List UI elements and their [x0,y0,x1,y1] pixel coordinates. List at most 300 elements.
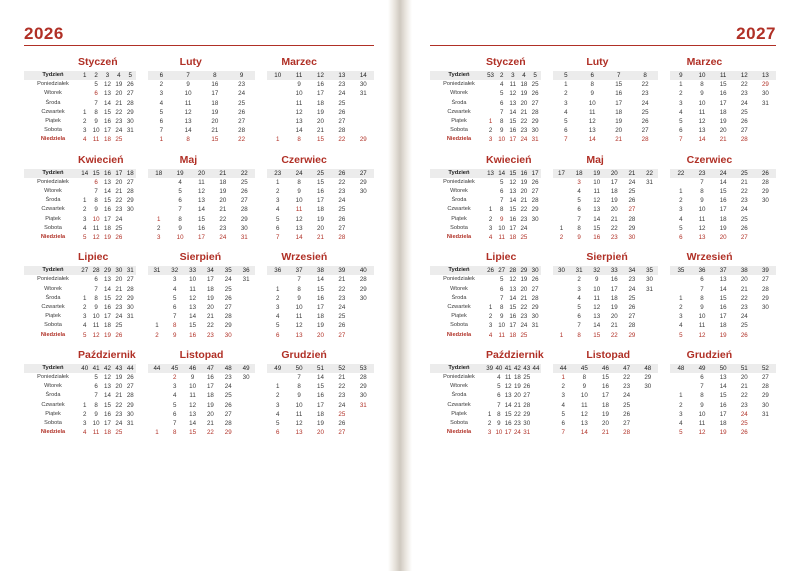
row-label-day: Niedziela [40,429,66,436]
day-cell [531,419,540,428]
day-cell: 19 [719,118,727,126]
day-row [548,224,659,233]
day-cell: 6 [499,188,504,196]
day-cell: 26 [740,429,748,437]
day-cell: 6 [94,90,98,98]
day-cell: 20 [206,410,214,418]
row-label-day: Sobota [44,322,62,329]
day-cell: 28 [238,127,246,135]
day-cell: 24 [338,197,346,205]
day-cell: 18 [520,81,528,89]
day-cell: 26 [115,331,123,339]
week-number: 45 [580,364,588,372]
month-block [430,169,541,243]
day-row [430,285,541,294]
day-row [262,312,374,321]
week-number: 45 [171,364,179,372]
day-row [24,419,136,428]
month-gap [658,364,665,438]
day-cell: 17 [719,99,727,107]
day-cell: 2 [679,304,683,312]
day-cell [485,401,494,410]
day-cell: 22 [610,331,618,339]
day-cell: 27 [623,420,631,428]
month-title: Sierpień [586,251,628,264]
day-cell: 29 [224,429,232,437]
day-cell: 16 [104,118,111,126]
week-number: 31 [126,267,134,275]
week-number: 52 [338,364,346,372]
title-spacer [430,56,482,68]
week-number: 10 [274,72,282,79]
day-cell: 6 [499,99,504,107]
day-cell: 1 [82,197,87,205]
day-cell: 13 [698,127,706,135]
day-cell: 25 [238,99,246,107]
day-cell: 3 [82,127,87,135]
day-cell [553,321,571,330]
day-cell [485,89,496,98]
day-cell [353,215,374,224]
day-cell: 31 [126,313,134,321]
day-cell: 1 [488,304,493,312]
day-cell: 31 [761,99,769,107]
day-cell: 8 [577,224,581,232]
day-row [24,205,136,214]
day-cell: 18 [719,420,727,428]
day-cell: 24 [628,178,636,186]
day-cell: 20 [115,178,123,186]
day-cell: 17 [602,392,609,400]
day-row [143,224,255,233]
row-label-day: Środa [45,294,61,301]
day-cell: 10 [593,178,601,186]
day-cell: 9 [499,215,504,223]
day-cell: 24 [513,429,521,437]
day-cell: 9 [297,294,301,302]
week-number: 11 [719,72,727,79]
day-cell: 6 [159,118,164,126]
day-row [143,233,255,242]
day-cell: 8 [577,331,581,339]
week-number: 46 [602,364,609,372]
month-title-row [24,56,374,68]
week-numbers-row [143,71,255,80]
day-cell [755,428,776,437]
month-table [430,364,541,438]
month-gap [272,251,279,263]
day-row [548,178,659,187]
month-block [24,169,136,243]
day-cell: 14 [104,188,111,196]
day-cell: 1 [155,429,159,437]
day-cell: 4 [577,294,581,302]
day-cell: 14 [184,127,192,135]
day-cell: 29 [628,224,636,232]
quarter-tables [430,266,776,340]
day-cell [641,321,659,330]
row-label-day: Czwartek [447,108,471,115]
day-cell: 6 [679,127,683,135]
week-number: 40 [359,267,367,275]
day-cell [641,224,659,233]
day-row [24,373,136,382]
day-cell: 9 [190,374,195,382]
day-row [143,410,255,419]
week-number: 44 [126,364,134,372]
day-row [548,187,659,196]
day-cell: 5 [94,81,98,89]
day-cell: 22 [238,136,246,144]
row-label-day: Czwartek [447,304,471,311]
day-cell: 7 [94,188,98,196]
day-cell [530,233,541,242]
day-cell: 23 [641,90,649,98]
day-cell: 23 [115,118,123,126]
day-row [430,294,541,303]
day-row [548,126,659,135]
week-number: 9 [239,72,244,79]
day-cell: 8 [173,429,177,437]
day-cell [125,428,136,437]
day-cell [670,178,691,187]
day-cell [148,187,169,196]
day-cell: 4 [178,178,182,186]
day-cell: 29 [628,331,636,339]
day-cell: 21 [610,322,618,330]
day-cell: 22 [115,294,123,302]
day-cell [125,233,136,242]
day-cell: 2 [487,420,492,428]
day-cell: 2 [577,276,581,284]
day-cell: 2 [155,331,159,339]
day-row [548,89,659,98]
day-cell: 14 [719,178,727,186]
day-cell [237,428,255,437]
day-row [262,89,374,98]
day-cell: 27 [240,197,248,205]
quarters-right [430,56,776,438]
day-cell: 19 [115,374,123,382]
day-cell: 5 [499,90,504,98]
day-cell: 6 [178,197,182,205]
week-number: 32 [171,267,179,275]
day-cell: 15 [104,401,111,409]
month-block [143,71,255,145]
page-right-2027 [400,0,800,571]
row-label-day: Sobota [450,420,468,427]
week-number: 22 [677,169,685,177]
week-number: 19 [176,169,184,177]
row-label-day: Środa [45,99,61,106]
day-cell: 12 [509,178,517,186]
day-cell: 21 [740,178,748,186]
day-cell: 12 [295,108,303,116]
day-cell: 30 [531,215,539,223]
day-cell: 23 [520,215,528,223]
week-numbers-row [665,71,776,80]
day-cell: 18 [719,108,727,116]
day-cell: 26 [338,108,346,116]
day-row [262,196,374,205]
day-cell: 30 [628,234,636,242]
day-cell: 10 [189,383,197,391]
day-cell: 26 [740,224,748,232]
week-numbers-row [430,71,541,80]
day-row [262,205,374,214]
month-block [143,169,255,243]
day-cell: 21 [206,420,214,428]
day-cell: 24 [520,136,528,144]
day-cell: 28 [740,136,748,144]
row-label-day: Środa [451,197,467,204]
week-number: 20 [198,169,205,177]
day-cell: 23 [338,188,346,196]
day-cell: 3 [679,206,683,214]
day-cell: 22 [206,322,214,330]
day-cell: 13 [593,313,601,321]
day-cell: 13 [698,234,706,242]
day-cell: 20 [520,99,528,107]
month-gap [136,364,143,438]
month-block [143,364,255,438]
day-cell: 8 [700,81,704,89]
day-cell: 6 [94,178,98,186]
day-cell: 9 [94,206,98,214]
day-row [262,391,374,400]
day-cell: 22 [520,206,528,214]
day-cell: 13 [189,304,197,312]
day-cell [485,373,494,382]
day-cell: 19 [719,224,727,232]
day-cell [485,99,496,108]
day-cell: 6 [275,429,280,437]
day-cell: 1 [275,285,280,293]
day-row [548,312,659,321]
week-number: 1 [82,72,87,79]
day-row [262,126,374,135]
day-cell: 8 [94,108,98,116]
day-row [24,233,136,242]
day-cell: 23 [338,81,346,89]
day-cell: 21 [211,127,219,135]
week-number: 32 [593,267,601,275]
day-cell: 24 [520,224,528,232]
row-label-week: Tydzień [42,364,64,371]
day-cell: 14 [295,234,303,242]
day-cell: 12 [698,331,706,339]
month-title: Lipiec [78,251,109,264]
month-table [665,364,776,438]
day-cell [353,428,374,437]
month-gap [136,266,143,340]
day-cell: 2 [275,392,280,400]
day-cell: 4 [497,374,501,382]
day-cell [267,373,288,382]
day-cell: 11 [184,99,192,107]
week-numbers-row [24,71,136,80]
row-label-day: Środa [451,294,467,301]
day-cell: 15 [189,429,197,437]
day-cell: 16 [602,383,609,391]
day-cell: 7 [700,285,704,293]
day-cell: 17 [317,90,324,98]
day-row [24,108,136,117]
day-row [262,233,374,242]
day-cell: 28 [359,374,367,382]
day-cell: 8 [178,215,182,223]
day-cell [531,401,540,410]
day-cell: 18 [104,429,111,437]
week-number: 49 [698,364,706,372]
week-number: 4 [117,72,121,79]
row-label-day: Niedziela [446,331,472,338]
week-number: 42 [104,364,111,372]
day-cell: 28 [623,429,631,437]
day-row [430,303,541,312]
day-cell: 7 [679,136,683,144]
month-gap [575,56,582,68]
day-cell: 22 [740,294,748,302]
day-cell [531,391,540,400]
quarter-tables [430,71,776,145]
day-cell: 19 [115,81,123,89]
day-cell: 1 [679,188,683,196]
row-label-day: Niedziela [446,234,472,241]
day-cell: 23 [740,401,748,409]
day-cell: 17 [317,401,324,409]
day-cell: 10 [184,90,192,98]
day-cell: 3 [561,392,565,400]
row-label-day: Piątek [451,410,467,417]
day-cell: 22 [520,118,528,126]
day-cell [125,331,136,340]
day-cell: 14 [509,294,517,302]
row-label-day: Poniedziałek [443,276,475,283]
day-cell: 18 [719,322,727,330]
day-cell: 3 [577,178,581,186]
day-cell: 7 [499,197,504,205]
day-cell: 18 [211,99,219,107]
day-cell: 27 [531,285,539,293]
month-block [143,266,255,340]
month-title: Czerwiec [686,153,733,166]
month-gap [255,71,262,145]
day-cell: 4 [488,234,493,242]
day-cell: 26 [623,410,631,418]
month-gap [136,71,143,145]
day-cell: 19 [602,410,609,418]
year-label: 2026 [24,24,64,43]
week-number: 23 [274,169,282,177]
day-cell: 5 [679,118,683,126]
day-cell: 18 [513,374,521,382]
day-cell: 12 [189,401,197,409]
day-cell: 5 [178,188,182,196]
row-label-day: Piątek [45,215,61,222]
day-cell: 23 [610,234,618,242]
week-number: 12 [740,72,748,79]
week-number: 22 [646,169,653,177]
day-cell: 5 [497,383,501,391]
day-cell: 24 [115,313,123,321]
day-row [143,117,255,126]
day-cell: 17 [104,313,111,321]
week-number: 41 [92,364,100,372]
day-cell: 17 [719,206,727,214]
day-cell: 5 [275,322,280,330]
day-cell: 7 [173,313,177,321]
day-cell: 24 [115,420,123,428]
day-cell: 1 [559,331,564,339]
week-number: 7 [186,72,190,79]
day-row [665,275,776,284]
day-cell: 4 [488,331,493,339]
week-number: 44 [153,364,161,372]
day-cell: 9 [499,313,504,321]
day-cell [79,285,90,294]
day-cell: 21 [115,392,123,400]
day-cell: 11 [509,81,517,89]
day-row [262,215,374,224]
day-cell: 27 [740,127,748,135]
day-cell: 7 [499,108,504,116]
month-title: Wrzesień [686,251,733,264]
day-cell: 16 [509,215,517,223]
day-cell: 14 [295,127,303,135]
week-numbers-row [262,364,374,373]
day-cell [485,80,496,89]
day-cell: 8 [94,197,98,205]
week-number: 26 [487,267,494,275]
day-cell: 23 [115,206,123,214]
day-cell: 18 [610,294,618,302]
day-cell [148,419,166,428]
day-cell: 10 [92,420,100,428]
day-cell [79,373,90,382]
day-row [430,224,541,233]
day-cell [148,294,166,303]
week-number: 30 [531,267,539,275]
month-gap [541,71,548,145]
day-cell: 4 [679,108,683,116]
day-cell: 16 [509,313,517,321]
day-cell: 12 [509,276,517,284]
day-cell: 13 [295,118,303,126]
day-cell: 27 [338,331,346,339]
month-table [143,169,255,243]
day-cell: 21 [520,197,528,205]
day-cell: 5 [499,178,504,186]
day-cell [79,89,90,98]
week-number: 18 [575,169,583,177]
day-row [548,117,659,126]
day-cell: 4 [577,188,581,196]
week-number: 19 [593,169,601,177]
week-number: 51 [740,364,748,372]
day-cell: 30 [531,127,539,135]
day-cell [553,275,571,284]
day-cell: 17 [719,410,727,418]
day-cell: 9 [297,188,301,196]
day-row [430,410,541,419]
day-cell: 17 [206,276,214,284]
week-numbers-row [24,266,136,275]
day-cell: 21 [115,188,123,196]
day-row [430,99,541,108]
day-row [430,126,541,135]
day-cell: 31 [126,127,134,135]
